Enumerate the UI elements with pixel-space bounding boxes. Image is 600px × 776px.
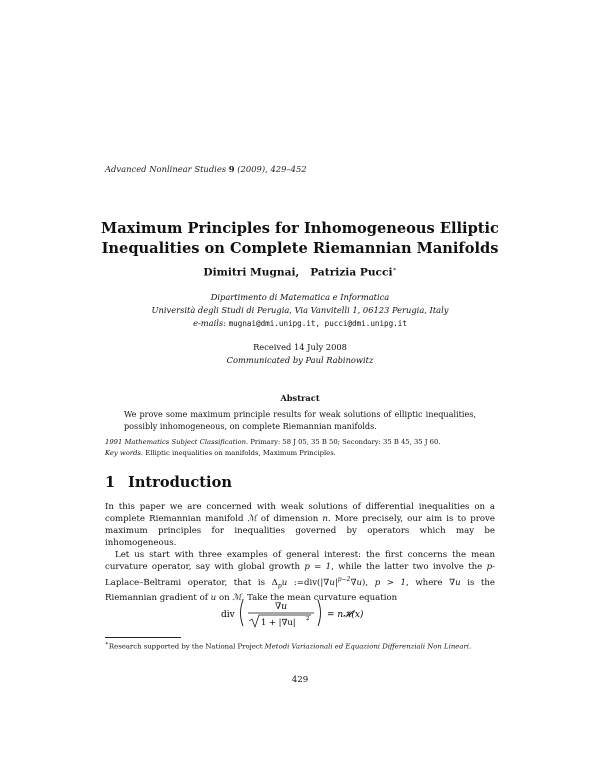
eq-numerator: ∇u	[275, 602, 288, 612]
paper-title	[90, 219, 510, 259]
msc-codes: Primary: 58 J 05, 35 B 50; Secondary: 35 B 45, 35 J 60.	[248, 438, 441, 446]
p2-exp: p−2	[337, 575, 351, 583]
eq-left-paren	[241, 600, 244, 626]
authors	[90, 266, 510, 279]
p2-text-d: :=div(|∇	[287, 577, 330, 588]
p2-u: u	[281, 577, 288, 588]
author-2: Patrizia Pucci	[310, 266, 393, 279]
paragraph-1	[105, 501, 495, 549]
p1-manifold: ℳ	[247, 514, 257, 525]
p2-text-i: is the Riemannian gradient of	[105, 577, 496, 604]
title-line-1: Maximum Principles for Inhomogeneous Elliptic	[101, 220, 499, 237]
p2-growth: p = 1	[304, 562, 332, 573]
abstract-text: We prove some maximum principle results for weak solutions of elliptic inequalities, possibly inhomogeneous, on complete Riemannian manifolds.	[124, 409, 476, 431]
department: Dipartimento di Matematica e Informatica	[210, 292, 390, 302]
p2-delta-sub: p	[277, 582, 282, 590]
keywords-line	[105, 448, 495, 459]
p1-text-c: . More precisely, our aim is to prove maximum principles for inequalities governed by operators which may be inhomogeneous.	[105, 514, 495, 549]
eq-denominator: 1 + |∇u|	[261, 617, 296, 627]
journal-volume: 9	[228, 164, 235, 174]
p2-p: p	[486, 562, 493, 573]
dates	[90, 341, 510, 367]
p1-dim: n	[322, 514, 328, 525]
p2-text-j: on	[216, 593, 233, 604]
journal-citation	[105, 164, 307, 174]
author-1: Dimitri Mugnai,	[203, 266, 300, 279]
p2-p-gt: p > 1	[374, 577, 407, 588]
footnote-text-a: Research supported by the National Project	[108, 642, 265, 651]
p2-u3: u	[356, 577, 363, 588]
p2-u4: u	[455, 577, 461, 588]
p2-u5: u	[210, 593, 217, 604]
p2-text-g: ),	[362, 577, 375, 588]
msc-label: 1991 Mathematics Subject Classification.	[105, 438, 249, 446]
eq-square: 2	[306, 616, 310, 622]
section-number: 1	[105, 474, 116, 491]
p2-text-b: , while the latter two involve the	[331, 562, 487, 573]
mean-curvature-equation	[105, 596, 495, 630]
section-heading	[105, 474, 232, 491]
p2-text-h: , where ∇	[406, 577, 456, 588]
footnote	[105, 639, 495, 652]
section-title: Introduction	[128, 474, 232, 491]
affiliation	[90, 291, 510, 330]
eq-rhs: = n𝓗(x)	[327, 610, 364, 620]
p2-text-f: ∇	[350, 577, 357, 588]
p2-text-a: Let us start with three examples of general interest: the first concerns the mean curvature operator, say with global growth	[105, 550, 495, 573]
emails-label: e-mails:	[193, 318, 226, 328]
author-footnote-mark: ∗	[392, 266, 397, 273]
eq-div: div	[221, 610, 235, 620]
classification	[105, 437, 495, 459]
page-number: 429	[291, 675, 309, 685]
keywords: Elliptic inequalities on manifolds, Maximum Principles.	[143, 449, 336, 457]
university: Università degli Studi di Perugia, Via Vanvitelli 1, 06123 Perugia, Italy	[151, 305, 449, 315]
journal-name: Advanced Nonlinear Studies	[105, 164, 227, 174]
keywords-label: Key words.	[105, 449, 144, 457]
journal-year-pages: (2009), 429–452	[234, 164, 307, 174]
p1-text-b: of dimension	[256, 514, 323, 525]
p2-delta: Δ	[271, 577, 278, 588]
p2-manifold: ℳ	[232, 593, 242, 604]
msc-line	[105, 437, 495, 448]
received-date: Received 14 July 2008	[253, 342, 347, 352]
p2-text-e: |	[334, 577, 338, 588]
title-line-2: Inequalities on Complete Riemannian Manifolds	[101, 240, 499, 257]
footnote-text-b: .	[468, 642, 472, 651]
p2-text-c: -Laplace–Beltrami operator, that is	[105, 562, 495, 588]
footnote-rule	[105, 637, 181, 638]
footnote-project: Metodi Variazionali ed Equazioni Differenziali Non Lineari	[264, 642, 469, 651]
abstract-heading: Abstract	[280, 393, 320, 403]
emails-line	[90, 317, 510, 330]
p2-u2: u	[329, 577, 335, 588]
p1-text-a: In this paper we are concerned with weak solutions of differential inequalities on a complete Riemannian manifold	[105, 502, 495, 525]
emails: mugnai@dmi.unipg.it, pucci@dmi.unipg.it	[228, 319, 407, 328]
footnote-mark: ∗	[105, 641, 109, 647]
communicated-by: Communicated by Paul Rabinowitz	[226, 355, 374, 365]
eq-right-paren	[318, 600, 321, 626]
p2-text-k: . Take the mean curvature equation	[241, 593, 398, 604]
body-text	[105, 501, 495, 604]
